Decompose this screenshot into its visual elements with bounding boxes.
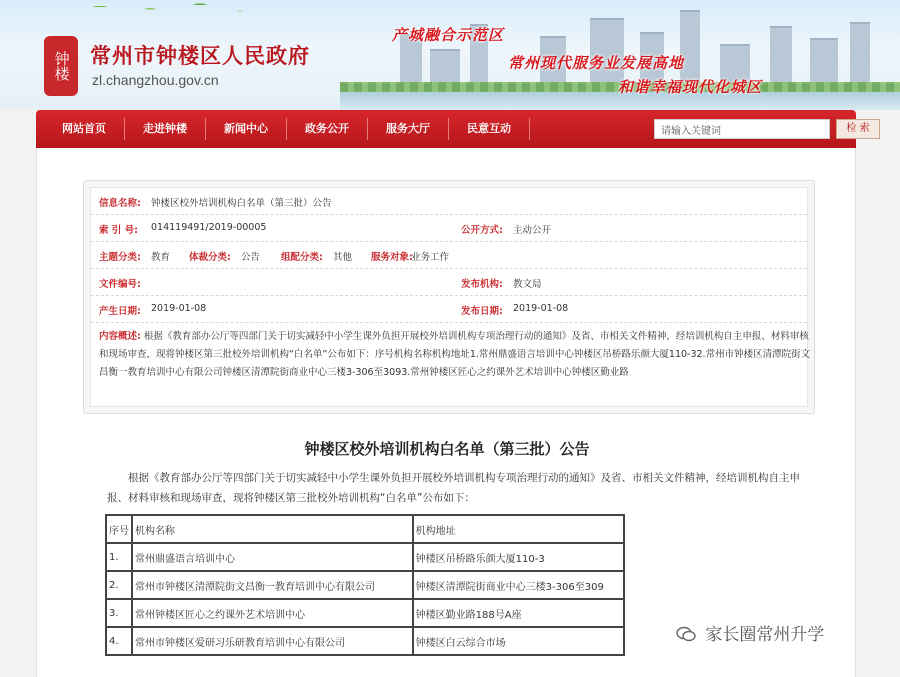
summary-block (99, 328, 811, 382)
table-cell-address: 钟楼区吊桥路乐颜大厦110-3 (413, 543, 624, 571)
table-row (106, 571, 624, 599)
table-header-row (106, 515, 624, 543)
table-header-cell: 机构名称 (132, 515, 413, 543)
meta-row-dates (91, 296, 807, 323)
org-label: 组配分类: (281, 252, 323, 263)
genre-value: 公告 (241, 252, 261, 263)
table-cell-name: 常州市钟楼区爱研习乐研教育培训中心有限公司 (132, 627, 413, 655)
info-metadata-box (83, 180, 815, 414)
topic-label: 主题分类: (99, 252, 141, 263)
nav-item-service-hall[interactable]: 服务大厅 (386, 122, 430, 135)
table-cell-index: 3. (106, 599, 132, 627)
issuer-value: 教文局 (513, 279, 542, 290)
meta-row-categories (91, 242, 807, 269)
seal-text: 钟楼 (52, 51, 71, 81)
created-value: 2019-01-08 (151, 303, 207, 314)
watermark-text: 家长圈常州升学 (705, 625, 825, 645)
index-label: 索 引 号: (99, 225, 138, 236)
table-cell-index: 1. (106, 543, 132, 571)
table-header-cell: 序号 (106, 515, 132, 543)
issuer-label: 发布机构: (461, 279, 503, 290)
nav-item-home[interactable]: 网站首页 (62, 122, 106, 135)
slogan-1: 产城融合示范区 (392, 26, 505, 44)
published-value: 2019-01-08 (513, 303, 569, 314)
summary-label: 内容概述: (99, 331, 141, 342)
info-name-value: 钟楼区校外培训机构白名单（第三批）公告 (151, 198, 332, 209)
nav-divider (529, 118, 530, 140)
main-nav (36, 110, 870, 148)
meta-row-docno (91, 269, 807, 296)
nav-item-interaction[interactable]: 民意互动 (467, 122, 511, 135)
slogan-2: 常州现代服务业发展高地 (508, 54, 685, 72)
disclosure-value: 主动公开 (513, 225, 552, 236)
table-cell-address: 钟楼区白云综合市场 (413, 627, 624, 655)
slogan-3: 和谐幸福现代化城区 (618, 78, 763, 96)
service-value: 业务工作 (411, 252, 450, 263)
service-label: 服务对象: (371, 252, 413, 263)
table-row (106, 599, 624, 627)
docno-label: 文件编号: (99, 279, 141, 290)
table-cell-index: 4. (106, 627, 132, 655)
site-domain: zl.changzhou.gov.cn (92, 72, 219, 88)
meta-row-index (91, 215, 807, 242)
table-cell-address: 钟楼区清潭院街商业中心三楼3-306至309 (413, 571, 624, 599)
nav-item-news[interactable]: 新闻中心 (224, 122, 268, 135)
nav-item-gov-info[interactable]: 政务公开 (305, 122, 349, 135)
main-content (36, 148, 856, 677)
table-row (106, 627, 624, 655)
whitelist-table (105, 514, 625, 656)
index-value: 014119491/2019-00005 (151, 222, 267, 233)
site-title[interactable]: 常州市钟楼区人民政府 (90, 43, 310, 68)
disclosure-label: 公开方式: (461, 225, 503, 236)
table-cell-index: 2. (106, 571, 132, 599)
table-cell-name: 常州钟楼区匠心之约课外艺术培训中心 (132, 599, 413, 627)
table-cell-name: 常州市钟楼区清潭院街文昌衡一教育培训中心有限公司 (132, 571, 413, 599)
leaves-decoration (60, 0, 260, 22)
info-name-label: 信息名称: (99, 198, 141, 209)
topic-value: 教育 (151, 252, 171, 263)
article-title: 钟楼区校外培训机构白名单（第三批）公告 (304, 440, 590, 458)
org-value: 其他 (333, 252, 353, 263)
table-cell-name: 常州鼎盛语言培训中心 (132, 543, 413, 571)
wechat-icon (676, 626, 696, 647)
genre-label: 体裁分类: (189, 252, 231, 263)
site-banner (0, 0, 900, 110)
search-input[interactable] (654, 119, 830, 139)
search-button[interactable]: 检 索 (836, 119, 880, 139)
table-cell-address: 钟楼区勤业路188号A座 (413, 599, 624, 627)
nav-item-about[interactable]: 走进钟楼 (143, 122, 187, 135)
article-paragraph: 根据《教育部办公厅等四部门关于切实减轻中小学生课外负担开展校外培训机构专项治理行动的通知》及省、市相关文件精神，经培训机构自主申报、材料审核和现场审查，现将钟楼区第三批校外培训机构“白名单”公布如下： (107, 472, 800, 504)
wechat-watermark (676, 620, 824, 647)
table-row (106, 543, 624, 571)
created-label: 产生日期: (99, 306, 141, 317)
site-logo[interactable] (44, 36, 78, 96)
meta-row-name (91, 188, 807, 215)
table-header-cell: 机构地址 (413, 515, 624, 543)
summary-value: 根据《教育部办公厅等四部门关于切实减轻中小学生课外负担开展校外培训机构专项治理行动的通知》及省、市相关文件精神，经培训机构自主申报、材料审核和现场审查，现将钟楼区第三批校外培训机构“白名单”公布如下：序号机构名称机构地址1.常州鼎盛语言培训中心钟楼区吊桥路乐颜大厦110-32.常州市钟楼区清潭院街文昌衡一教育培训中心有限公司钟楼区清潭院街商业中心三楼3-306至3093.常州钟楼区匠心之约课外艺术培训中心钟楼区勤业路 (99, 331, 811, 378)
published-label: 发布日期: (461, 306, 503, 317)
